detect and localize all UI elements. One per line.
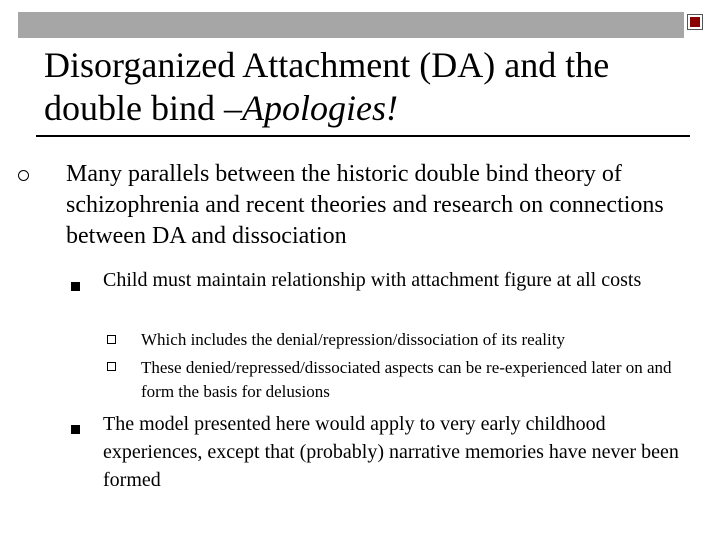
title-divider bbox=[36, 135, 690, 137]
slide-title bbox=[44, 44, 694, 130]
title-italic-text: Apologies! bbox=[241, 88, 398, 128]
bullet-level2-b: The model presented here would apply to very early childhood experiences, except that (probably) narrative memories have never been formed bbox=[103, 413, 679, 491]
hollow-circle-bullet-icon bbox=[18, 170, 29, 181]
top-decoration-bar bbox=[18, 12, 684, 38]
bullet-level3-b: These denied/repressed/dissociated aspects can be re-experienced later on and form the basis for delusions bbox=[141, 358, 672, 401]
hollow-square-bullet-icon bbox=[107, 335, 116, 344]
filled-square-bullet-icon bbox=[71, 425, 80, 434]
hollow-square-bullet-icon bbox=[107, 362, 116, 371]
filled-square-bullet-icon bbox=[71, 282, 80, 291]
corner-square-icon bbox=[688, 15, 702, 29]
bullet-level2-a: Child must maintain relationship with attachment figure at all costs bbox=[103, 269, 642, 291]
title-main-text: Disorganized Attachment (DA) and the double bind – bbox=[44, 45, 610, 128]
bullet-level3-a: Which includes the denial/repression/dissociation of its reality bbox=[141, 330, 565, 349]
bullet-level1: Many parallels between the historic double bind theory of schizophrenia and recent theories and research on connections between DA and dissociation bbox=[66, 161, 664, 249]
